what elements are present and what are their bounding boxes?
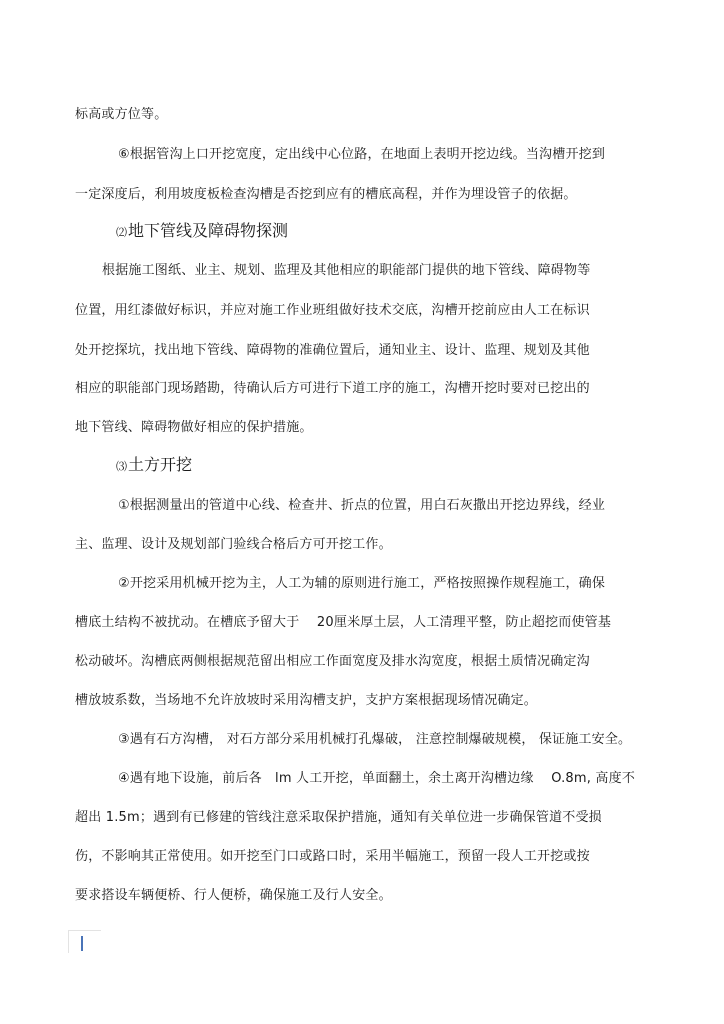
section-heading [116, 454, 192, 478]
text-line: ①根据测量出的管道中心线、检查井、折点的位置，用白石灰撒出开挖边界线，经业 [118, 498, 606, 513]
text-line: 要求搭设车辆便桥、行人便桥，确保施工及行人安全。 [75, 888, 392, 903]
section-number: ⑶ [116, 460, 127, 473]
text-line: 伤，不影响其正常使用。如开挖至门口或路口时，采用半幅施工，预留一段人工开挖或按 [75, 849, 590, 864]
text-line: 地下管线、障碍物做好相应的保护措施。 [75, 420, 313, 435]
text-line: 标高或方位等。 [75, 107, 168, 122]
page-corner-mark [68, 930, 101, 953]
text-line: ④遇有地下设施，前后各 lm 人工开挖，单面翻土，余土离开沟槽边缘 O.8m, 高度不 [118, 771, 636, 786]
text-line: 根据施工图纸、业主、规划、监理及其他相应的职能部门提供的地下管线、障碍物等 [102, 263, 591, 278]
text-line: 松动破坏。沟槽底两侧根据规范留出相应工作面宽度及排水沟宽度，根据土质情况确定沟 [75, 654, 590, 669]
text-line: 主、监理、设计及规划部门验线合格后方可开挖工作。 [75, 537, 392, 552]
text-line: ③遇有石方沟槽， 对石方部分采用机械打孔爆破， 注意控制爆破规模， 保证施工安全。 [118, 732, 632, 747]
text-line: ⑥根据管沟上口开挖宽度，定出线中心位路，在地面上表明开挖边线。当沟槽开挖到 [118, 147, 606, 162]
text-line: 超出 1.5m；遇到有已修建的管线注意采取保护措施，通知有关单位进一步确保管道不受损 [75, 810, 602, 825]
section-number: ⑵ [116, 226, 127, 239]
section-title: 土方开挖 [128, 455, 193, 474]
text-line: ②开挖采用机械开挖为主，人工为辅的原则进行施工，严格按照操作规程施工，确保 [118, 576, 606, 591]
text-line: 槽放坡系数，当场地不允许放坡时采用沟槽支护，支护方案根据现场情况确定。 [75, 693, 538, 708]
text-line: 槽底土结构不被扰动。在槽底予留大于 20厘米厚土层，人工清理平整，防止超挖而使管基 [75, 615, 612, 630]
text-line: 处开挖探坑，找出地下管线、障碍物的准确位置后，通知业主、设计、监理、规划及其他 [75, 343, 590, 358]
section-title: 地下管线及障碍物探测 [128, 221, 289, 240]
text-line: 一定深度后，利用坡度板检查沟槽是否挖到应有的槽底高程，并作为埋设管子的依据。 [75, 187, 577, 202]
text-line: 位置，用红漆做好标识，并应对施工作业班组做好技术交底，沟槽开挖前应由人工在标识 [75, 303, 590, 318]
text-line: 相应的职能部门现场踏勘，待确认后方可进行下道工序的施工，沟槽开挖时要对已挖出的 [75, 381, 590, 396]
text-cursor-icon [81, 936, 83, 951]
section-heading [116, 220, 288, 244]
